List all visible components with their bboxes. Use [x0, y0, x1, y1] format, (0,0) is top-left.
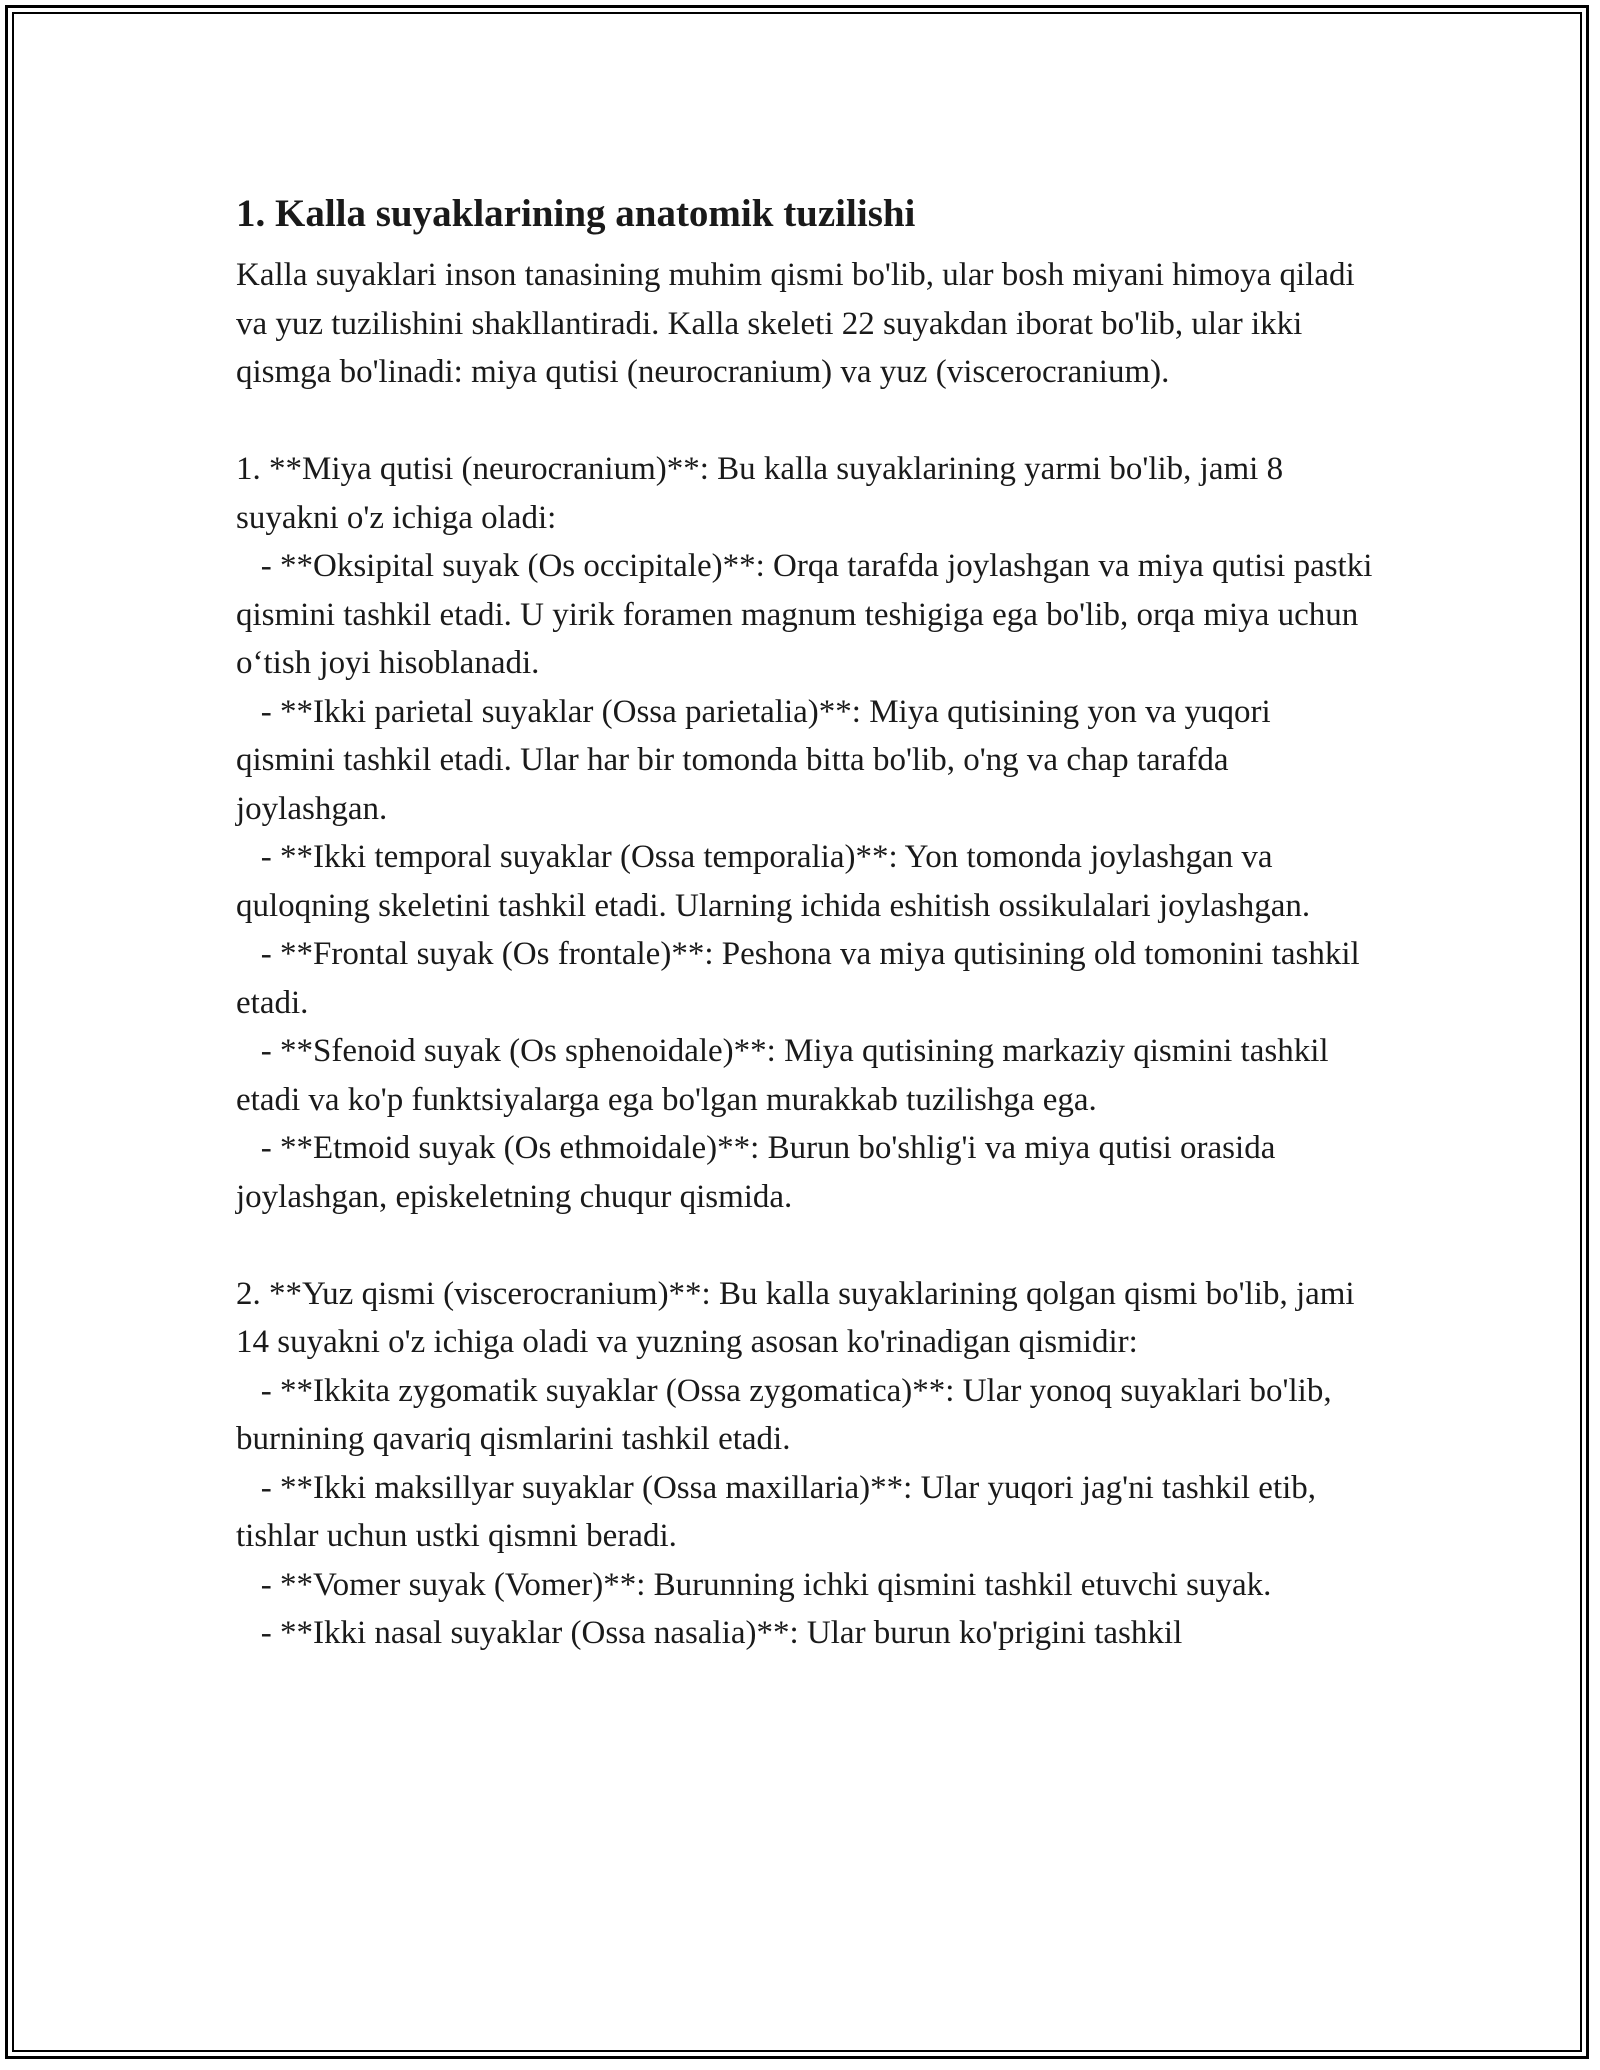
list-item: - **Ikki parietal suyaklar (Ossa parietalia)**: Miya qutisining yon va yuqori qismini tashkil etadi. Ular har bir tomonda bitta bo'lib, o'ng va chap tarafda joylashgan. [236, 693, 1279, 827]
viscerocranium-title: 2. **Yuz qismi (viscerocranium)**: Bu kalla suyaklarining qolgan qismi bo'lib, jami 14 suyakni o'z ichiga oladi va yuzning asosan ko'rinadigan qismidir: [236, 1275, 1363, 1360]
list-item: - **Ikki nasal suyaklar (Ossa nasalia)**: Ular burun ko'prigini tashkil [236, 1615, 1183, 1651]
list-item: - **Ikki maksillyar suyaklar (Ossa maxillaria)**: Ular yuqori jag'ni tashkil etib, tishlar uchun ustki qismni beradi. [236, 1469, 1325, 1554]
section-heading: 1. Kalla suyaklarining anatomik tuzilishi [236, 192, 916, 235]
viscerocranium-section [236, 1270, 1376, 1658]
list-item: - **Sfenoid suyak (Os sphenoidale)**: Miya qutisining markaziy qismini tashkil etadi va ko'p funktsiyalarga ega bo'lgan murakkab tuzilishga ega. [236, 1033, 1337, 1118]
list-item: - **Ikki temporal suyaklar (Ossa temporalia)**: Yon tomonda joylashgan va quloqning skeletini tashkil etadi. Ularning ichida eshitish ossikulalari joylashgan. [236, 839, 1311, 924]
list-item: - **Oksipital suyak (Os occipitale)**: Orqa tarafda joylashgan va miya qutisi pastki qismini tashkil etadi. U yirik foramen magnum teshigiga ega bo'lib, orqa miya uchun o‘tish joyi hisoblanadi. [236, 548, 1381, 681]
neurocranium-title: 1. **Miya qutisi (neurocranium)**: Bu kalla suyaklarining yarmi bo'lib, jami 8 suyakni o'z ichiga oladi: [236, 451, 1292, 536]
list-item: - **Vomer suyak (Vomer)**: Burunning ichki qismini tashkil etuvchi suyak. [236, 1566, 1272, 1603]
list-item: - **Ikkita zygomatik suyaklar (Ossa zygomatica)**: Ular yonoq suyaklari bo'lib, burnining qavariq qismlarini tashkil etadi. [236, 1372, 1340, 1457]
list-item: - **Etmoid suyak (Os ethmoidale)**: Burun bo'shlig'i va miya qutisi orasida joylashgan, episkeletning chuqur qismida. [236, 1130, 1284, 1215]
neurocranium-section [236, 445, 1381, 1221]
intro-paragraph: Kalla suyaklari inson tanasining muhim qismi bo'lib, ular bosh miyani himoya qiladi va yuz tuzilishini shakllantiradi. Kalla skeleti 22 suyakdan iborat bo'lib, ular ikki qismga bo'linadi: miya qutisi (neurocranium) va yuz (viscerocranium). [236, 257, 1363, 390]
document-body [236, 183, 1381, 1706]
list-item: - **Frontal suyak (Os frontale)**: Peshona va miya qutisining old tomonini tashkil etadi. [236, 936, 1368, 1021]
